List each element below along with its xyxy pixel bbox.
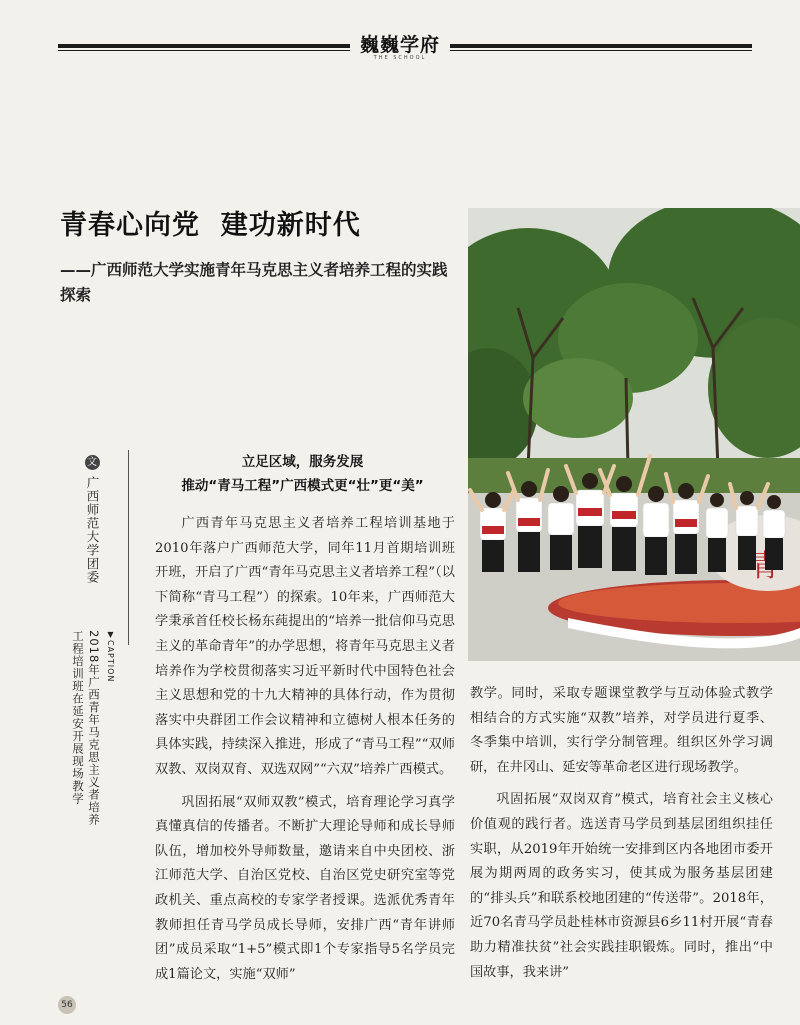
paragraph: 广西青年马克思主义者培养工程培训基地于2010年落户广西师范大学，同年11月首期培训班开班，开启了广西“青年马克思主义者培养工程”（以下简称“青马工程”）的探索。10年来，广西师范大学秉承首任校长杨东莼提出的“培养一批信仰马克思主义的革命青年”的办学思想，将青年马克思主义者培养作为学校贯彻落实习近平新时代中国特色社会主义思想和党的十九大精神的具体行动，作为贯彻落实中央群团工作会议精神和立德树人根本任务的具体实践，持续深入推进，形成了“青马工程”“双师双教、双岗双育、双选双网”“六双”培养广西模式。: [155, 516, 455, 777]
paragraph: 教学。同时，采取专题课堂教学与互动体验式教学相结合的方式实施“双教”培养，对学员进行夏季、冬季集中培训，实行学分制管理。组织区外学习调研，在井冈山、延安等革命老区进行现场教学。: [470, 686, 773, 775]
article-photo: [468, 208, 800, 661]
body-column-right: [470, 682, 773, 985]
photo-caption-block: [70, 630, 115, 835]
author-name: 广西师范大学团委: [85, 476, 100, 584]
article-subtitle: ——广西师范大学实施青年马克思主义者培养工程的实践探索: [60, 261, 448, 304]
author-block: [82, 455, 102, 584]
section-title: 巍巍学府: [359, 34, 440, 56]
section-subtitle: THE SCHOOL: [373, 55, 427, 61]
section-heading-line-2: 推动“青马工程”广西模式更“壮”更“美”: [181, 478, 424, 494]
header-rule-left-thin: [58, 50, 350, 51]
section-heading: [140, 450, 465, 498]
paragraph: 巩固拓展“双岗双育”模式，培育社会主义核心价值观的践行者。选送青马学员到基层团组织挂任实职，从2019年开始统一安排到区内各地团市委开展为期两周的政务实习，使其成为服务基层团建的“排头兵”和联系校地团建的“传送带”。2018年，近70名青马学员赴桂林市资源县6乡11村开展“青春助力精准扶贫”社会实践挂职锻炼。同时，推出“中国故事，我来讲”: [470, 792, 773, 980]
author-badge: 文: [85, 455, 100, 470]
page-number: 56: [58, 996, 76, 1014]
photo-caption: 2018年广西青年马克思主义者培养工程培训班在延安开展现场教学: [71, 630, 101, 826]
caption-tag: ▼CAPTION: [106, 630, 115, 683]
article-title: 青春心向党 建功新时代: [60, 210, 361, 241]
section-heading-line-1: 立足区域，服务发展: [241, 454, 364, 470]
header-rule-right: [450, 44, 752, 48]
author-divider: [128, 450, 129, 645]
header-rule-left: [58, 44, 350, 48]
header-rule-right-thin: [450, 50, 752, 51]
body-column-left: [155, 512, 455, 987]
paragraph: 巩固拓展“双师双教”模式，培育理论学习真学真懂真信的传播者。不断扩大理论导师和成长导师队伍，增加校外导师数量，邀请来自中央团校、浙江师范大学、自治区党校、自治区党史研究室等党政机关、重点高校的专家学者授课。选派优秀青年教师担任青马学员成长导师，安排广西“青年讲师团”成员采取“1+5”模式即1个专家指导5名学员完成1篇论文，实施“双师”: [155, 794, 455, 982]
